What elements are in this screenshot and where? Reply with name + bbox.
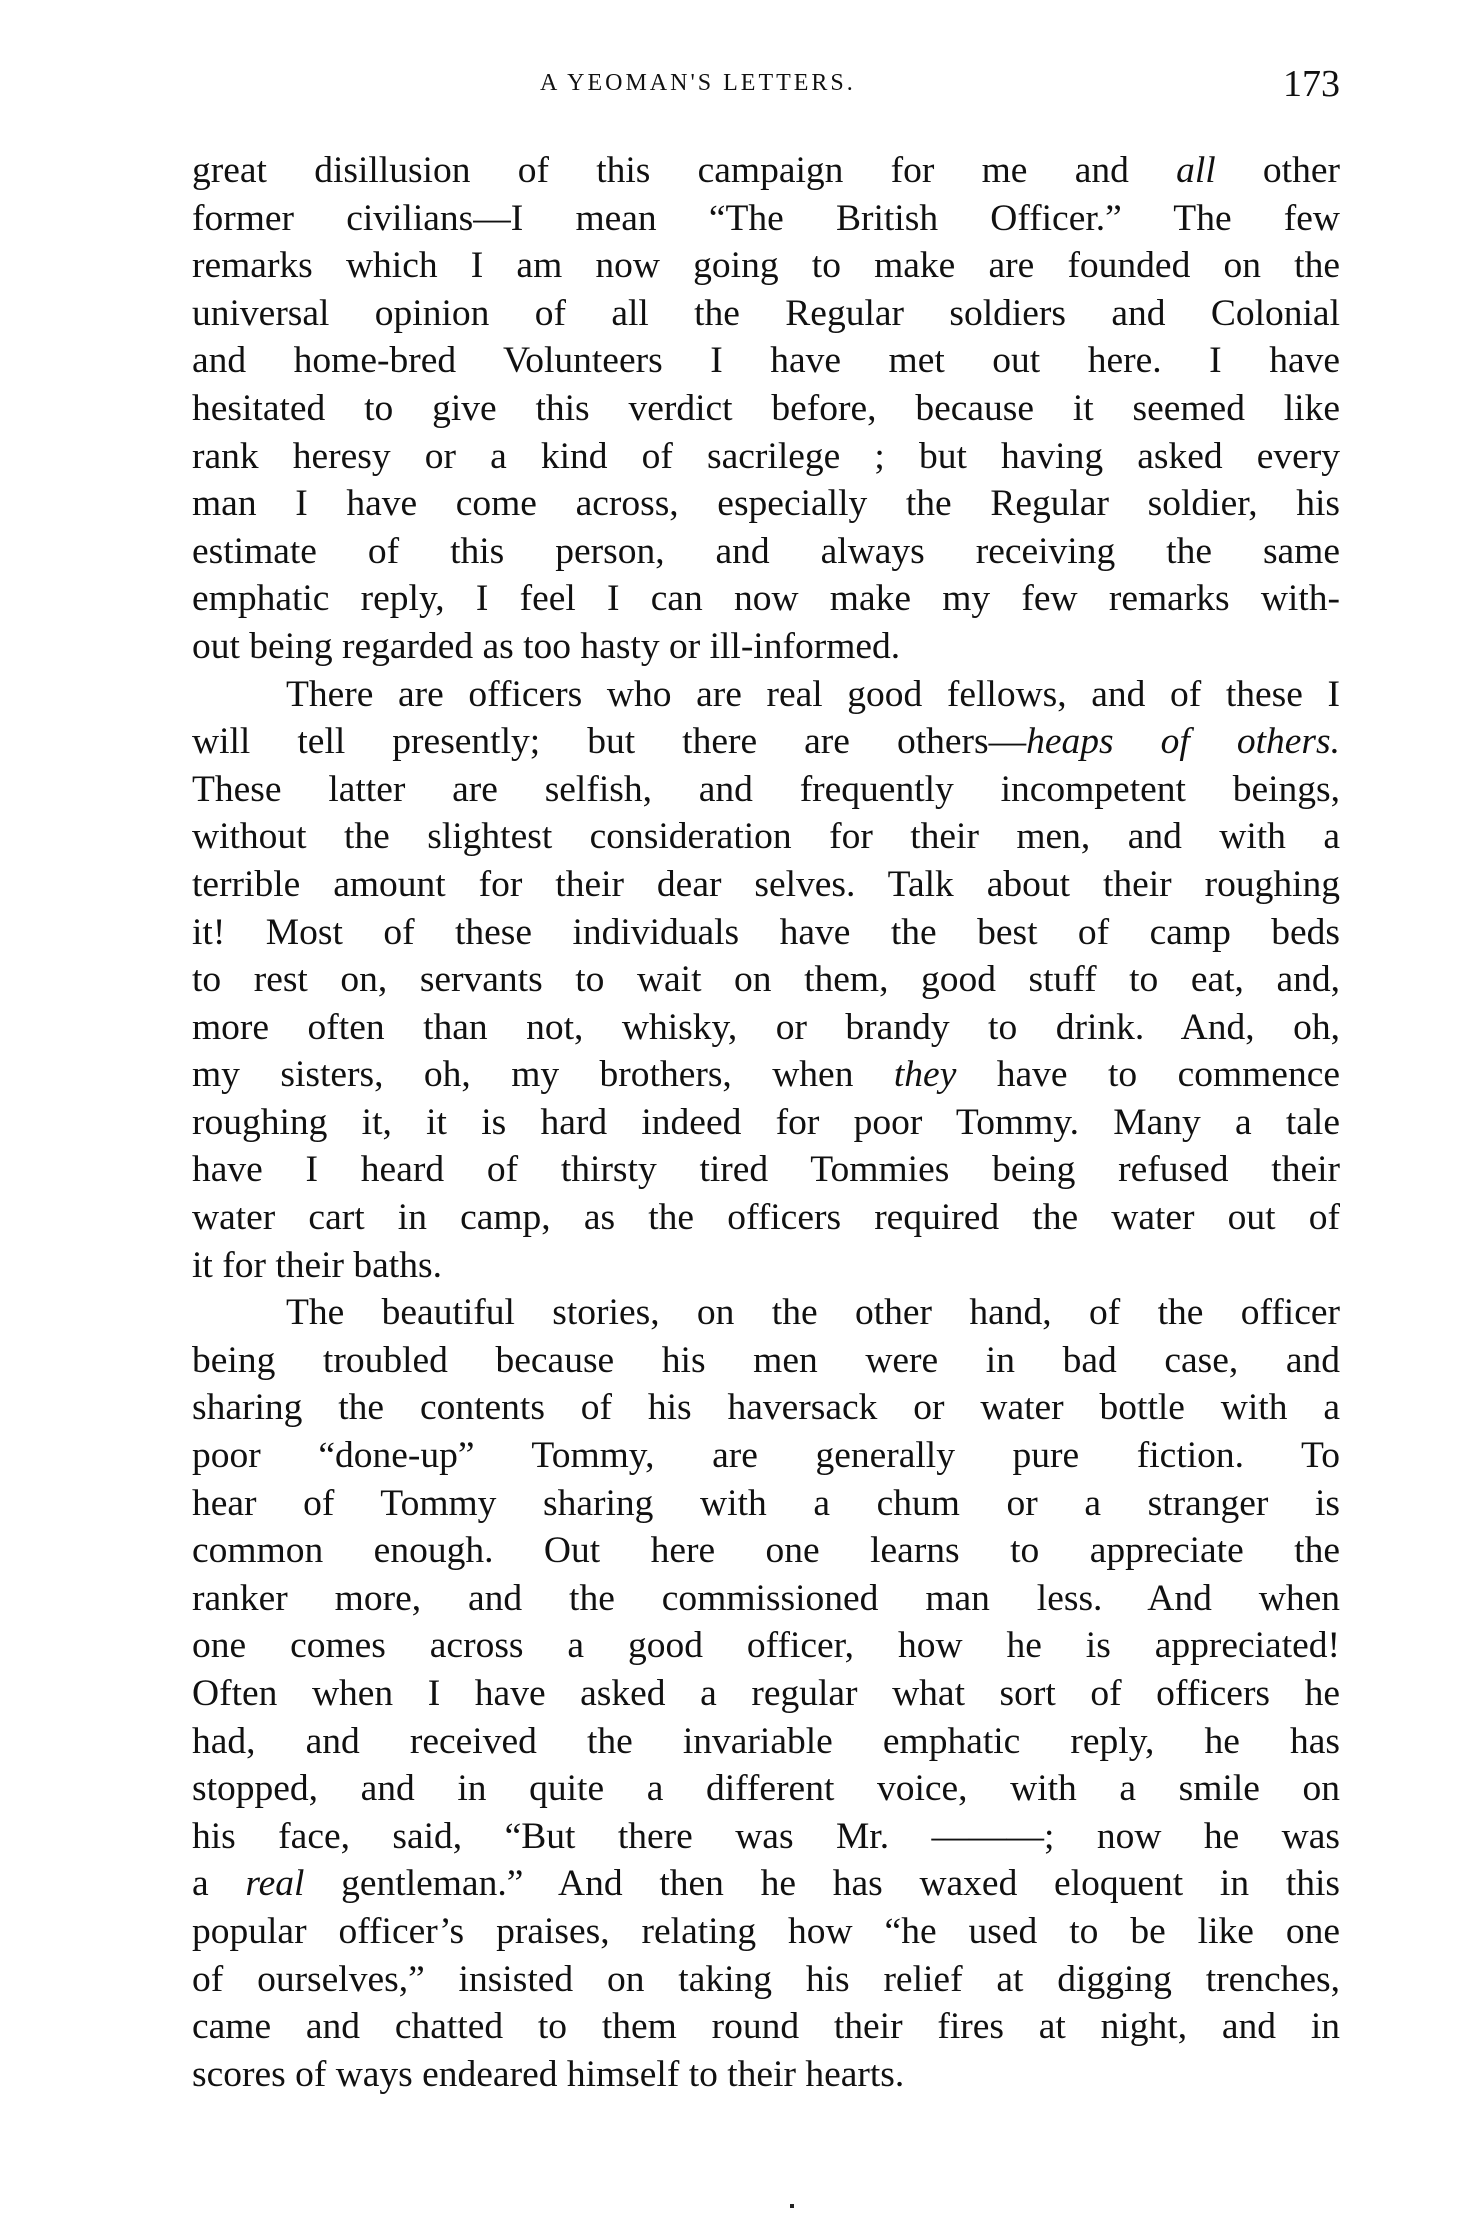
text-run: great disillusion of this campaign for me and: [192, 150, 1177, 191]
text-run: have to commence: [956, 1054, 1340, 1096]
text-run: and home-bred Volunteers I have met out here. I have: [192, 340, 1340, 382]
text-line: [192, 718, 1340, 766]
text-run: The beautiful stories, on the other hand, of the officer: [286, 1292, 1340, 1334]
text-line: [192, 290, 1340, 338]
text-line: [192, 1718, 1340, 1766]
text-line: [192, 1860, 1340, 1908]
text-line: [192, 1337, 1340, 1385]
paragraph: [192, 671, 1340, 1290]
text-line: [192, 1480, 1340, 1528]
text-run: water cart in camp, as the officers required the water out of: [192, 1197, 1340, 1239]
text-line: [192, 861, 1340, 909]
text-run: more often than not, whisky, or brandy to drink. And, oh,: [192, 1006, 1340, 1048]
text-run: ranker more, and the commissioned man less. And when: [192, 1577, 1340, 1619]
text-line: [192, 1384, 1340, 1432]
text-line: [192, 195, 1340, 243]
text-line: [192, 480, 1340, 528]
text-run: it! Most of these individuals have the best of camp beds: [192, 911, 1340, 953]
text-line: [192, 1099, 1340, 1147]
text-run: my sisters, oh, my brothers, when: [192, 1054, 894, 1096]
text-run: a: [192, 1863, 246, 1905]
text-line: [192, 623, 1340, 671]
text-line: [192, 1004, 1340, 1052]
text-run: being troubled because his men were in bad case, and: [192, 1339, 1340, 1381]
text-line: [192, 2051, 1340, 2099]
body-text: [192, 147, 1340, 2098]
text-line: [192, 242, 1340, 290]
running-title: A YEOMAN'S LETTERS.: [540, 70, 856, 96]
text-run: scores of ways endeared himself to their hearts.: [192, 2053, 905, 2095]
text-line: [192, 1432, 1340, 1480]
page-header: [190, 62, 1340, 122]
text-line: [192, 385, 1340, 433]
text-line: [192, 2003, 1340, 2051]
text-line: [192, 1242, 1340, 1290]
text-line: [192, 1575, 1340, 1623]
text-run: Often when I have asked a regular what sort of officers he: [192, 1673, 1340, 1714]
text-run: emphatic reply, I feel I can now make my few remarks with-: [192, 578, 1340, 620]
text-line: [192, 1289, 1340, 1337]
text-line: [192, 147, 1340, 195]
text-run: had, and received the invariable emphatic reply, he has: [192, 1720, 1340, 1762]
text-run: will tell presently; but there are others—: [192, 721, 1027, 763]
text-run: former civilians—I mean “The British Officer.” The few: [192, 197, 1340, 239]
text-run: universal opinion of all the Regular soldiers and Colonial: [192, 292, 1340, 334]
text-run: sharing the contents of his haversack or water bottle with a: [192, 1387, 1340, 1429]
text-run: without the slightest consideration for their men, and with a: [192, 816, 1340, 858]
text-run: stopped, and in quite a different voice, with a smile on: [192, 1768, 1340, 1810]
italic-text: they: [893, 1054, 957, 1096]
text-run: other: [1215, 150, 1340, 191]
text-line: [192, 337, 1340, 385]
text-line: [192, 1194, 1340, 1242]
text-run: his face, said, “But there was Mr. ———; now he was: [192, 1815, 1340, 1857]
text-line: [192, 813, 1340, 861]
text-line: [192, 1813, 1340, 1861]
text-run: There are officers who are real good fellows, and of these I: [286, 673, 1340, 715]
text-run: of ourselves,” insisted on taking his relief at digging trenches,: [192, 1958, 1340, 2000]
italic-text: heaps of others.: [1026, 721, 1340, 763]
text-run: estimate of this person, and always receiving the same: [192, 530, 1340, 572]
text-line: [192, 1622, 1340, 1670]
text-run: hesitated to give this verdict before, because it seemed like: [192, 387, 1340, 429]
text-line: [192, 1956, 1340, 2004]
paragraph: [192, 1289, 1340, 2098]
text-run: came and chatted to them round their fires at night, and in: [192, 2006, 1340, 2048]
text-run: common enough. Out here one learns to appreciate the: [192, 1530, 1340, 1572]
text-line: [192, 1051, 1340, 1099]
text-run: one comes across a good officer, how he is appreciated!: [192, 1625, 1340, 1667]
text-run: poor “done-up” Tommy, are generally pure fiction. To: [192, 1435, 1340, 1477]
text-run: These latter are selfish, and frequently incompetent beings,: [192, 768, 1340, 810]
text-run: hear of Tommy sharing with a chum or a stranger is: [192, 1482, 1340, 1524]
text-run: remarks which I am now going to make are founded on the: [192, 245, 1340, 287]
text-run: rank heresy or a kind of sacrilege ; but having asked every: [192, 435, 1340, 477]
text-line: [192, 433, 1340, 481]
text-line: [192, 766, 1340, 814]
text-run: out being regarded as too hasty or ill-informed.: [192, 625, 901, 667]
text-run: terrible amount for their dear selves. Talk about their roughing: [192, 863, 1340, 905]
page-number: 173: [1283, 63, 1340, 105]
text-run: have I heard of thirsty tired Tommies being refused their: [192, 1149, 1340, 1191]
text-line: [192, 528, 1340, 576]
text-run: man I have come across, especially the Regular soldier, his: [192, 483, 1340, 525]
text-line: [192, 1146, 1340, 1194]
italic-text: real: [245, 1863, 305, 1905]
text-line: [192, 575, 1340, 623]
print-speck: [790, 2204, 794, 2208]
text-run: it for their baths.: [192, 1244, 442, 1286]
text-line: [192, 671, 1340, 719]
text-run: gentleman.” And then he has waxed eloquent in this: [304, 1863, 1340, 1905]
paragraph: [192, 147, 1340, 671]
italic-text: all: [1176, 150, 1216, 191]
text-run: popular officer’s praises, relating how “he used to be like one: [192, 1910, 1340, 1952]
text-line: [192, 1765, 1340, 1813]
text-line: [192, 909, 1340, 957]
text-line: [192, 1527, 1340, 1575]
text-run: roughing it, it is hard indeed for poor Tommy. Many a tale: [192, 1101, 1340, 1143]
text-line: [192, 1908, 1340, 1956]
text-line: [192, 956, 1340, 1004]
text-line: [192, 1670, 1340, 1718]
text-run: to rest on, servants to wait on them, good stuff to eat, and,: [192, 959, 1340, 1001]
